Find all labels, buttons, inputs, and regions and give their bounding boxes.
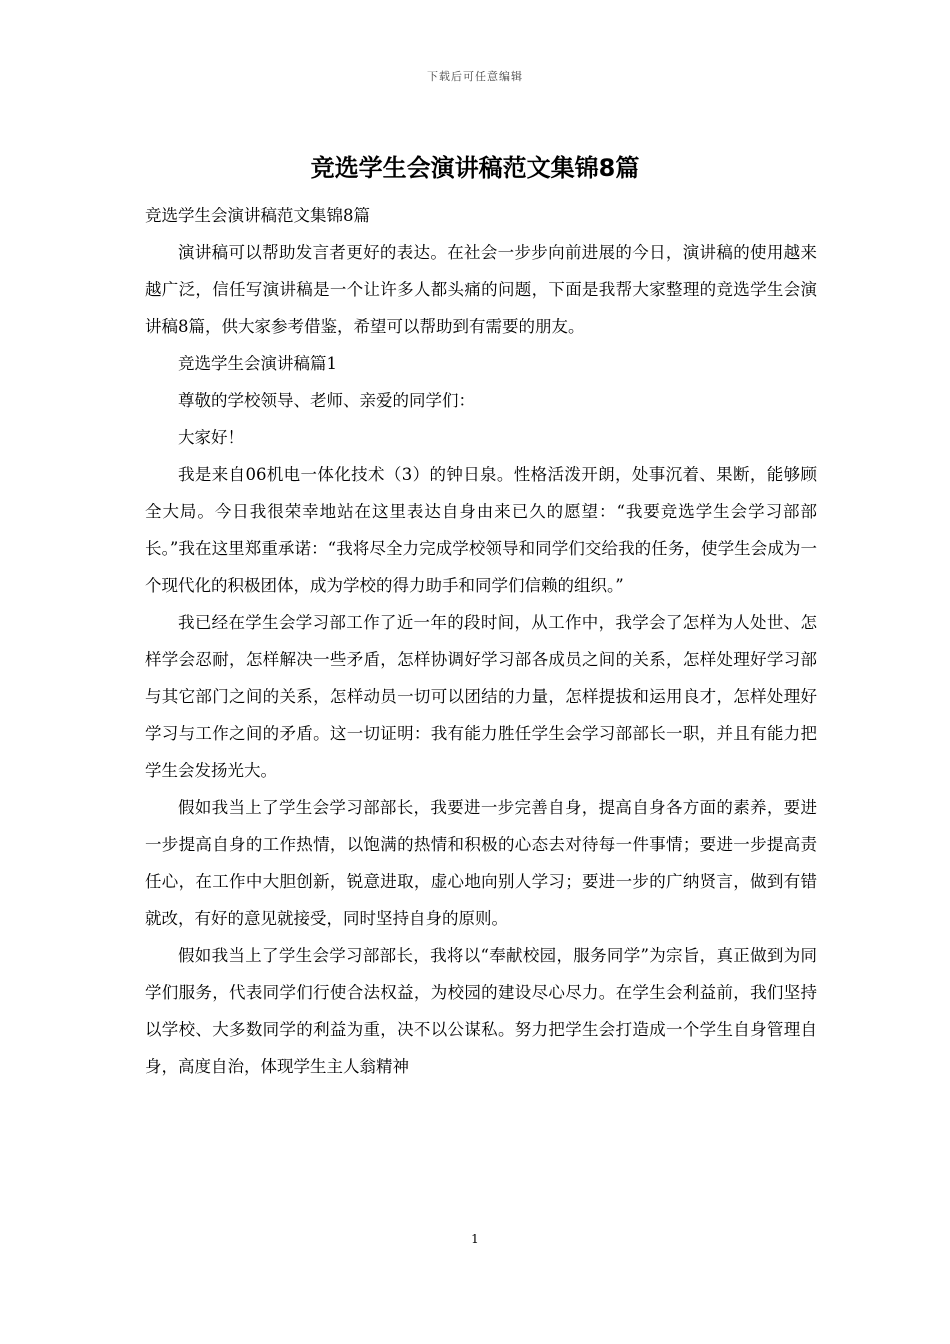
document-title: 竞选学生会演讲稿范文集锦8篇 [310, 154, 640, 182]
body-paragraph: 假如我当上了学生会学习部部长，我要进一步完善自身，提高自身各方面的素养，要进一步提高自身的工作热情，以饱满的热情和积极的心态去对待每一件事情；要进一步提高责任心，在工作中大胆创新，锐意进取，虚心地向别人学习；要进一步的广纳贤言，做到有错就改，有好的意见就接受，同时坚持自身的原则。 [145, 798, 817, 928]
body-paragraph: 我是来自06机电一体化技术（3）的钟日泉。性格活泼开朗，处事沉着、果断，能够顾全大局。今日我很荣幸地站在这里表达自身由来已久的愿望：“我要竞选学生会学习部部长。”我在这里郑重承诺：“我将尽全力完成学校领导和同学们交给我的任务，使学生会成为一个现代化的积极团体，成为学校的得力助手和同学们信赖的组织。” [145, 465, 817, 595]
page-header-note: 下载后可任意编辑 [427, 70, 523, 83]
body-paragraph: 演讲稿可以帮助发言者更好的表达。在社会一步步向前进展的今日，演讲稿的使用越来越广泛，信任写演讲稿是一个让许多人都头痛的问题，下面是我帮大家整理的竞选学生会演讲稿8篇，供大家参考借鉴，希望可以帮助到有需要的朋友。 [145, 243, 817, 336]
subtitle-paragraph: 竞选学生会演讲稿范文集锦8篇 [145, 206, 370, 225]
body-paragraph: 假如我当上了学生会学习部部长，我将以“奉献校园，服务同学”为宗旨，真正做到为同学们服务，代表同学们行使合法权益，为校园的建设尽心尽力。在学生会利益前，我们坚持以学校、大多数同学的利益为重，决不以公谋私。努力把学生会打造成一个学生自身管理自身，高度自治，体现学生主人翁精神 [145, 946, 817, 1076]
page-number: 1 [471, 1232, 479, 1246]
body-paragraph: 我已经在学生会学习部工作了近一年的段时间，从工作中，我学会了怎样为人处世、怎样学会忍耐，怎样解决一些矛盾，怎样协调好学习部各成员之间的关系，怎样处理好学习部与其它部门之间的关系，怎样动员一切可以团结的力量，怎样提拔和运用良才，怎样处理好学习与工作之间的矛盾。这一切证明：我有能力胜任学生会学习部部长一职，并且有能力把学生会发扬光大。 [145, 613, 817, 780]
greeting: 大家好！ [178, 428, 244, 447]
section-heading: 竞选学生会演讲稿篇1 [178, 354, 337, 373]
salutation: 尊敬的学校领导、老师、亲爱的同学们： [178, 391, 475, 410]
document-body [145, 197, 817, 1085]
